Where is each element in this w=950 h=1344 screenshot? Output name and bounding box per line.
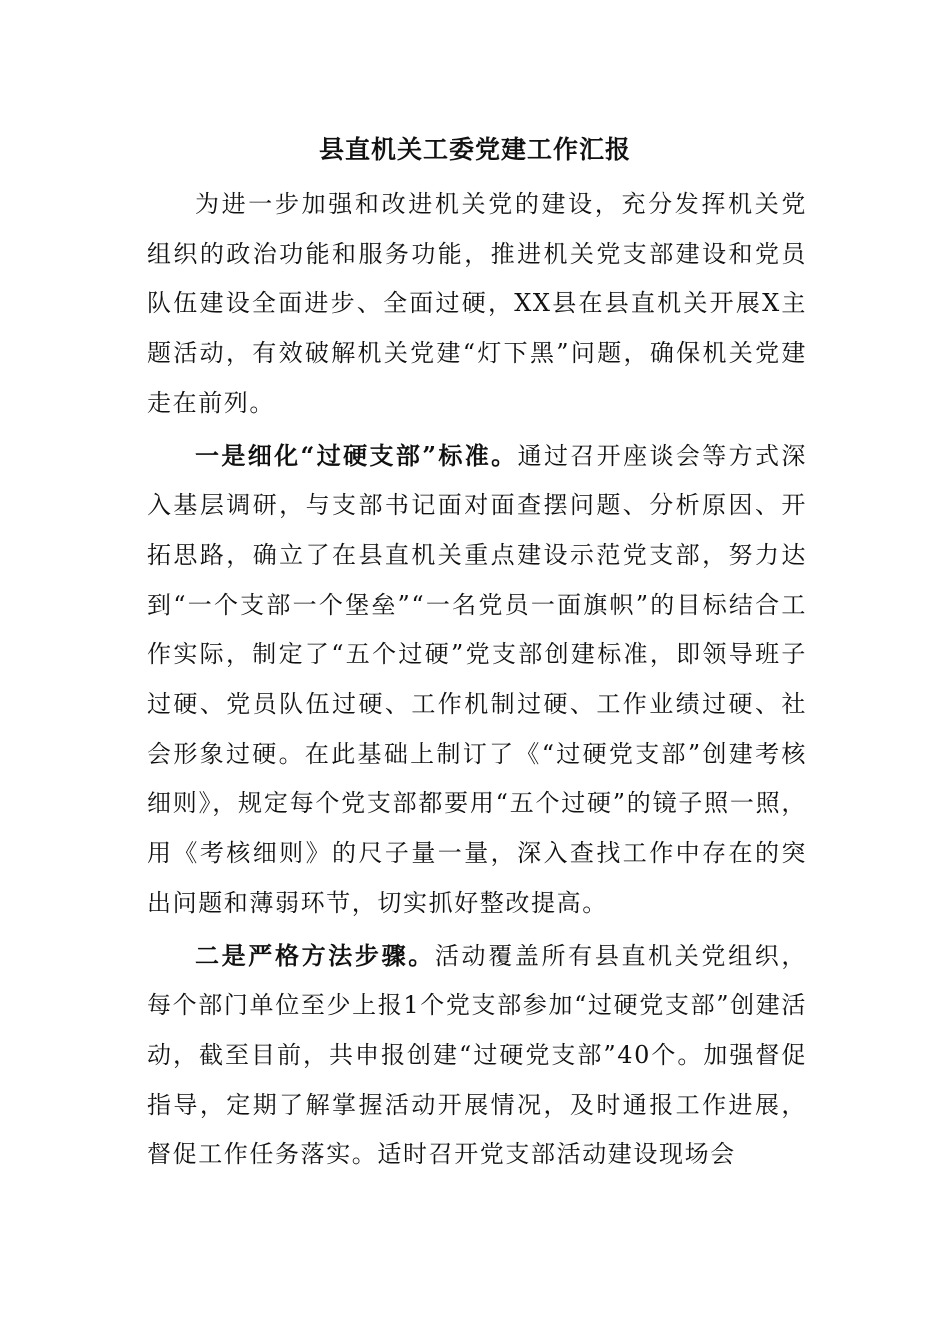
paragraph-point-one [147, 431, 807, 929]
document-body [147, 180, 807, 1182]
paragraph-point-one-heading: 一是细化“过硬支部”标准。 [195, 440, 518, 470]
paragraph-point-two-text: 活动覆盖所有县直机关党组织，每个部门单位至少上报1个党支部参加“过硬党支部”创建活动，截至目前，共申报创建“过硬党支部”40个。加强督促指导，定期了解掌握活动开展情况，及时通报工作进展，督促工作任务落实。适时召开党支部活动建设现场会 [147, 941, 807, 1169]
paragraph-point-two [147, 931, 807, 1181]
paragraph-intro-text: 为进一步加强和改进机关党的建设，充分发挥机关党组织的政治功能和服务功能，推进机关党支部建设和党员队伍建设全面进步、全面过硬，XX县在县直机关开展X主题活动，有效破解机关党建“灯下黑”问题，确保机关党建走在前列。 [147, 190, 807, 417]
paragraph-intro [147, 180, 807, 429]
paragraph-point-two-heading: 二是严格方法步骤。 [195, 940, 435, 970]
document-title: 县直机关工委党建工作汇报 [318, 135, 631, 164]
paragraph-point-one-text: 通过召开座谈会等方式深入基层调研，与支部书记面对面查摆问题、分析原因、开拓思路，确立了在县直机关重点建设示范党支部，努力达到“一个支部一个堡垒”“一名党员一面旗帜”的目标结合工作实际，制定了“五个过硬”党支部创建标准，即领导班子过硬、党员队伍过硬、工作机制过硬、工作业绩过硬、社会形象过硬。在此基础上制订了《“过硬党支部”创建考核细则》，规定每个党支部都要用“五个过硬”的镜子照一照，用《考核细则》的尺子量一量，深入查找工作中存在的突出问题和薄弱环节，切实抓好整改提高。 [147, 441, 807, 917]
